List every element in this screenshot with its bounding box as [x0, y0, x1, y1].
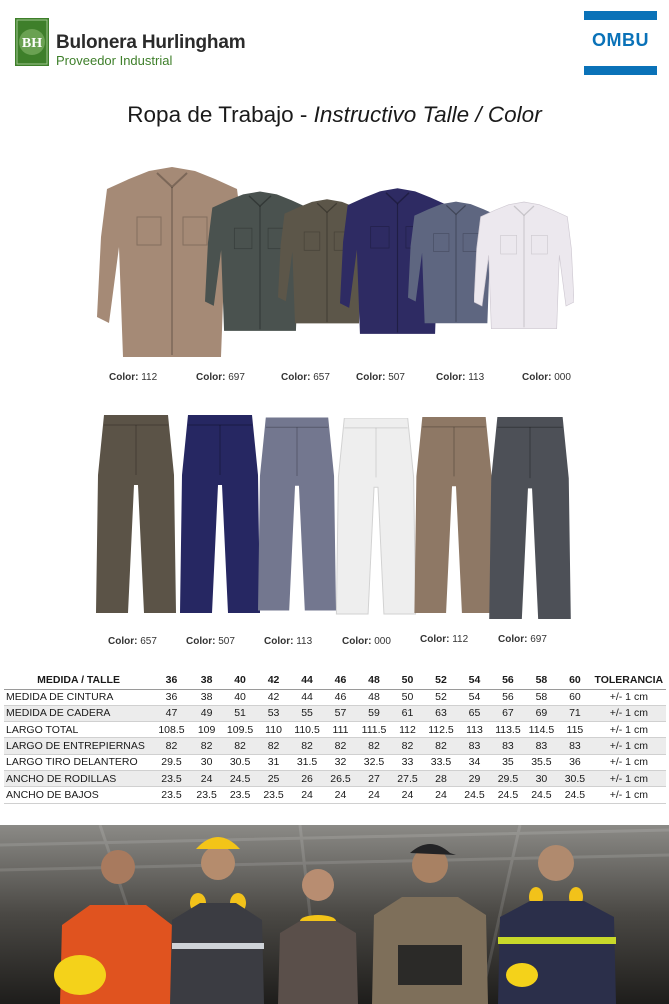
table-row	[4, 754, 666, 770]
color-code: 657	[140, 636, 157, 647]
title-separator: -	[293, 102, 314, 127]
measure-value-cell: 65	[458, 705, 491, 721]
measure-value-cell: 27.5	[391, 770, 424, 786]
measure-value-cell: 24	[357, 787, 390, 803]
shirt-color-label	[436, 372, 484, 383]
table-header-cell: 52	[424, 672, 457, 689]
measure-value-cell: 46	[324, 689, 357, 705]
color-code: 112	[452, 634, 469, 645]
measure-value-cell: 111.5	[357, 722, 390, 738]
pants-color-label	[342, 636, 391, 647]
measure-value-cell: 30.5	[558, 770, 591, 786]
color-code: 697	[530, 634, 547, 645]
measure-value-cell: 48	[357, 689, 390, 705]
measure-value-cell: 23.5	[257, 787, 290, 803]
measure-value-cell: 114.5	[525, 722, 558, 738]
tolerance-cell: +/- 1 cm	[592, 754, 666, 770]
table-row	[4, 738, 666, 754]
measure-value-cell: 110.5	[290, 722, 323, 738]
table-header-cell: TOLERANCIA	[592, 672, 666, 689]
color-code: 507	[218, 636, 235, 647]
measure-value-cell: 24.5	[558, 787, 591, 803]
pants-color-label	[264, 636, 312, 647]
table-row	[4, 770, 666, 786]
table-header-cell: 54	[458, 672, 491, 689]
measure-value-cell: 23.5	[223, 787, 256, 803]
measure-value-cell: 82	[153, 738, 190, 754]
measure-name-cell: MEDIDA DE CADERA	[4, 705, 153, 721]
measure-value-cell: 34	[458, 754, 491, 770]
size-table	[4, 672, 666, 804]
measure-value-cell: 32	[324, 754, 357, 770]
measure-value-cell: 30	[525, 770, 558, 786]
color-label-prefix: Color:	[436, 372, 466, 383]
measure-value-cell: 67	[491, 705, 524, 721]
measure-value-cell: 29.5	[491, 770, 524, 786]
measure-value-cell: 24	[324, 787, 357, 803]
measure-value-cell: 113.5	[491, 722, 524, 738]
measure-value-cell: 113	[458, 722, 491, 738]
measure-value-cell: 108.5	[153, 722, 190, 738]
tolerance-cell: +/- 1 cm	[592, 705, 666, 721]
table-header-cell: 42	[257, 672, 290, 689]
measure-value-cell: 69	[525, 705, 558, 721]
table-row	[4, 689, 666, 705]
measure-value-cell: 35.5	[525, 754, 558, 770]
color-label-prefix: Color:	[186, 636, 216, 647]
measure-value-cell: 27	[357, 770, 390, 786]
measure-value-cell: 24	[424, 787, 457, 803]
measure-value-cell: 29.5	[153, 754, 190, 770]
color-code: 507	[388, 372, 405, 383]
measure-value-cell: 36	[153, 689, 190, 705]
color-label-prefix: Color:	[420, 634, 450, 645]
measure-value-cell: 24.5	[525, 787, 558, 803]
measure-value-cell: 112.5	[424, 722, 457, 738]
logo-initials: BH	[21, 36, 43, 51]
brand-name: Bulonera Hurlingham	[56, 32, 246, 53]
measure-value-cell: 83	[525, 738, 558, 754]
measure-value-cell: 63	[424, 705, 457, 721]
bulonera-hurlingham-logo	[15, 18, 49, 66]
table-header-cell: 60	[558, 672, 591, 689]
measure-value-cell: 33.5	[424, 754, 457, 770]
measure-value-cell: 52	[424, 689, 457, 705]
measure-value-cell: 44	[290, 689, 323, 705]
measure-value-cell: 26.5	[324, 770, 357, 786]
measure-value-cell: 57	[324, 705, 357, 721]
table-header-cell: 44	[290, 672, 323, 689]
pants-113	[258, 415, 336, 615]
color-label-prefix: Color:	[522, 372, 552, 383]
measure-value-cell: 60	[558, 689, 591, 705]
color-label-prefix: Color:	[356, 372, 386, 383]
ombu-logo-text: OMBU	[592, 30, 649, 50]
measure-value-cell: 82	[424, 738, 457, 754]
table-header-cell: 56	[491, 672, 524, 689]
table-row	[4, 705, 666, 721]
color-code: 000	[554, 372, 571, 383]
measure-value-cell: 82	[290, 738, 323, 754]
measure-value-cell: 33	[391, 754, 424, 770]
pants-697	[488, 417, 572, 621]
measure-value-cell: 82	[357, 738, 390, 754]
measure-value-cell: 82	[257, 738, 290, 754]
pants-000	[333, 418, 419, 616]
table-header-cell: 58	[525, 672, 558, 689]
measure-value-cell: 31.5	[290, 754, 323, 770]
workers-photo	[0, 825, 669, 1004]
color-code: 112	[141, 372, 158, 383]
measure-value-cell: 115	[558, 722, 591, 738]
measure-value-cell: 58	[525, 689, 558, 705]
measure-value-cell: 24	[190, 770, 223, 786]
measure-value-cell: 112	[391, 722, 424, 738]
measure-value-cell: 24	[290, 787, 323, 803]
measure-value-cell: 83	[491, 738, 524, 754]
pants-color-label	[498, 634, 547, 645]
measure-value-cell: 26	[290, 770, 323, 786]
shirt-color-label	[109, 372, 157, 383]
measure-value-cell: 82	[223, 738, 256, 754]
measure-value-cell: 83	[558, 738, 591, 754]
measure-value-cell: 24	[391, 787, 424, 803]
measure-value-cell: 24.5	[223, 770, 256, 786]
measure-value-cell: 109.5	[223, 722, 256, 738]
measure-value-cell: 83	[458, 738, 491, 754]
pants-112	[414, 417, 494, 615]
measure-value-cell: 24.5	[458, 787, 491, 803]
measure-value-cell: 82	[190, 738, 223, 754]
shirt-color-label	[281, 372, 330, 383]
measure-value-cell: 49	[190, 705, 223, 721]
measure-value-cell: 30	[190, 754, 223, 770]
color-label-prefix: Color:	[281, 372, 311, 383]
measure-name-cell: MEDIDA DE CINTURA	[4, 689, 153, 705]
measure-value-cell: 54	[458, 689, 491, 705]
table-header-cell: 48	[357, 672, 390, 689]
tolerance-cell: +/- 1 cm	[592, 770, 666, 786]
measure-value-cell: 110	[257, 722, 290, 738]
pants-657	[90, 415, 182, 615]
measure-value-cell: 24.5	[491, 787, 524, 803]
measure-value-cell: 82	[391, 738, 424, 754]
pants-color-label	[420, 634, 468, 645]
measure-name-cell: LARGO DE ENTREPIERNAS	[4, 738, 153, 754]
title-subtitle: Instructivo Talle / Color	[313, 102, 542, 127]
measure-value-cell: 56	[491, 689, 524, 705]
measure-value-cell: 30.5	[223, 754, 256, 770]
measure-name-cell: ANCHO DE RODILLAS	[4, 770, 153, 786]
measure-value-cell: 23.5	[153, 787, 190, 803]
table-row	[4, 787, 666, 803]
shirt-000	[474, 175, 574, 359]
color-code: 657	[313, 372, 330, 383]
measure-value-cell: 55	[290, 705, 323, 721]
table-header-cell: 46	[324, 672, 357, 689]
color-code: 697	[228, 372, 245, 383]
measure-value-cell: 38	[190, 689, 223, 705]
measure-name-cell: LARGO TOTAL	[4, 722, 153, 738]
table-header-cell: 40	[223, 672, 256, 689]
pants-color-label	[108, 636, 157, 647]
measure-value-cell: 31	[257, 754, 290, 770]
color-label-prefix: Color:	[498, 634, 528, 645]
measure-value-cell: 25	[257, 770, 290, 786]
table-header-cell: MEDIDA / TALLE	[4, 672, 153, 689]
shirt-color-label	[356, 372, 405, 383]
tolerance-cell: +/- 1 cm	[592, 689, 666, 705]
measure-value-cell: 35	[491, 754, 524, 770]
tolerance-cell: +/- 1 cm	[592, 722, 666, 738]
shirt-color-label	[196, 372, 245, 383]
color-label-prefix: Color:	[264, 636, 294, 647]
color-code: 113	[468, 372, 485, 383]
title-main: Ropa de Trabajo	[127, 102, 294, 127]
measure-value-cell: 28	[424, 770, 457, 786]
color-code: 113	[296, 636, 313, 647]
table-header-cell: 38	[190, 672, 223, 689]
measure-name-cell: LARGO TIRO DELANTERO	[4, 754, 153, 770]
measure-value-cell: 50	[391, 689, 424, 705]
measure-value-cell: 109	[190, 722, 223, 738]
tolerance-cell: +/- 1 cm	[592, 787, 666, 803]
measure-value-cell: 23.5	[190, 787, 223, 803]
table-header-cell: 50	[391, 672, 424, 689]
brand-tagline: Proveedor Industrial	[56, 53, 173, 68]
measure-value-cell: 36	[558, 754, 591, 770]
measure-value-cell: 29	[458, 770, 491, 786]
page-title	[0, 102, 669, 128]
measure-value-cell: 51	[223, 705, 256, 721]
measure-name-cell: ANCHO DE BAJOS	[4, 787, 153, 803]
measure-value-cell: 23.5	[153, 770, 190, 786]
measure-value-cell: 42	[257, 689, 290, 705]
table-header-cell: 36	[153, 672, 190, 689]
pants-507	[178, 415, 262, 615]
color-code: 000	[374, 636, 391, 647]
color-label-prefix: Color:	[108, 636, 138, 647]
color-label-prefix: Color:	[342, 636, 372, 647]
measure-value-cell: 40	[223, 689, 256, 705]
measure-value-cell: 53	[257, 705, 290, 721]
table-header-row	[4, 672, 666, 689]
pants-color-label	[186, 636, 235, 647]
measure-value-cell: 47	[153, 705, 190, 721]
color-label-prefix: Color:	[196, 372, 226, 383]
measure-value-cell: 82	[324, 738, 357, 754]
tolerance-cell: +/- 1 cm	[592, 738, 666, 754]
measure-value-cell: 59	[357, 705, 390, 721]
measure-value-cell: 111	[324, 722, 357, 738]
measure-value-cell: 32.5	[357, 754, 390, 770]
table-row	[4, 722, 666, 738]
measure-value-cell: 71	[558, 705, 591, 721]
color-label-prefix: Color:	[109, 372, 139, 383]
shirt-color-label	[522, 372, 571, 383]
measure-value-cell: 61	[391, 705, 424, 721]
